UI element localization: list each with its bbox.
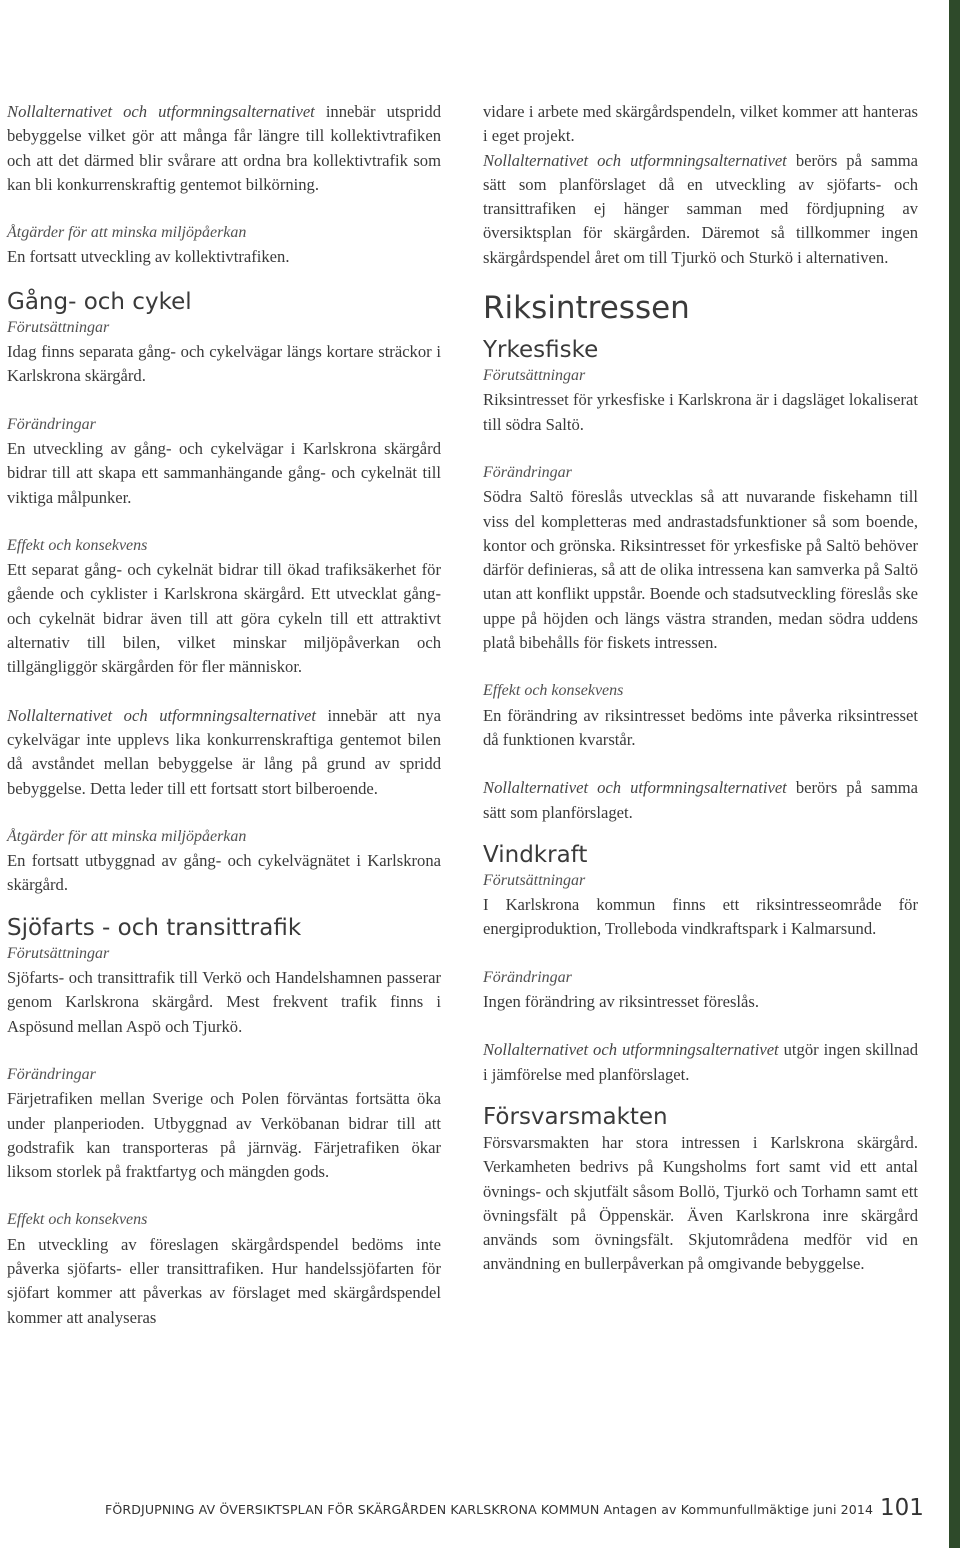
italic-term: Nollalternativet och utformningsalternativet xyxy=(7,705,316,725)
subheading: Åtgärder för att minska miljöpåerkan xyxy=(7,224,247,242)
left-column xyxy=(7,100,441,1330)
paragraph: En fortsatt utveckling av kollektivtrafiken. xyxy=(7,247,290,267)
paragraph-text: utgör ingen skillnad i jämförelse med planförslaget. xyxy=(483,1040,918,1084)
paragraph: Sjöfarts- och transittrafik till Verkö och Handelshamnen passerar genom Karlskrona skärgård. Mest frekvent trafik finns i Aspösund mellan Aspö och Tjurkö. xyxy=(7,968,441,1036)
section-heading: Sjöfarts - och transittrafik xyxy=(7,914,302,941)
italic-term: Nollalternativet och utformningsalternativet xyxy=(483,778,787,798)
italic-term: Nollalternativet och utformningsalternativet xyxy=(483,1040,779,1060)
paragraph: En utveckling av föreslagen skärgårdspendel bedöms inte påverka sjöfarts- eller transittrafiken. Hur handelssjöfarten för sjöfart kommer att påverkas av förslaget med skärgårdspendel kommer att analyseras xyxy=(7,1234,441,1327)
subheading: Effekt och konsekvens xyxy=(7,1211,148,1229)
paragraph: I Karlskrona kommun finns ett riksintresseområde för energiproduktion, Trolleboda vindkraftspark i Kalmarsund. xyxy=(483,895,918,939)
paragraph: Ett separat gång- och cykelnät bidrar till ökad trafiksäkerhet för gående och cyklister i Karlskrona skärgård. Ett utvecklat gång- och cykelnät bidrar även till att göra cykeln till ett attraktivt alternativ till bilen, vilket minskar miljöpåverkan och tillgängliggör skärgården för fler människor. xyxy=(7,560,441,677)
page-number: 101 xyxy=(880,1495,924,1521)
paragraph: Försvarsmakten har stora intressen i Karlskrona skärgård. Verkamheten bedrivs på Kungsholms fort samt vid ett antal övnings- och skjutfält såsom Bollö, Tjurkö och Torhamn samt ett övningsfält på Öppenskär. Även Karlskrona inre skärgård används som övningsfält. Skjutområdena medför vid en användning en bullerpåverkan på omgivande bebyggelse. xyxy=(483,1132,918,1274)
section-heading: Vindkraft xyxy=(483,841,588,868)
paragraph-text: innebär utspridd bebyggelse vilket gör att många får längre till kollektivtrafiken och att det därmed blir svårare att ordna bra kollektivtrafik som kan bli konkurrenskraftig gentemot bilkörning. xyxy=(7,102,441,194)
accent-side-bar xyxy=(949,0,960,1548)
paragraph: Södra Saltö föreslås utvecklas så att nuvarande fiskehamn till viss del kompletteras med andrastadsfunktioner så som boende, kontor och grönska. Riksintresset för yrkesfiske på Saltö behöver därför definieras, så att de olika intressena kan samverka på Saltö utan att konflikt uppstår. Boende och stadsutveckling föreslås ske uppe på höjden och längs västra stranden, medan södra uddens platå bibehålls för fiskets intressen. xyxy=(483,487,918,653)
paragraph: En utveckling av gång- och cykelvägar i Karlskrona skärgård bidrar till att skapa ett sammanhängande gång- och cykelnät till viktiga målpunker. xyxy=(7,438,441,507)
right-column xyxy=(483,100,918,1277)
section-heading: Gång- och cykel xyxy=(7,288,192,315)
paragraph xyxy=(7,704,441,801)
subheading: Åtgärder för att minska miljöpåerkan xyxy=(7,827,247,845)
subheading: Förändringar xyxy=(7,415,96,433)
subheading: Förutsättningar xyxy=(483,871,586,889)
subheading: Effekt och konsekvens xyxy=(7,536,148,554)
paragraph-text: berörs på samma sätt som planförslaget då en utveckling av sjöfarts- och transittrafiken ej hänger samman med fördjupning av översiktsplan för skärgården. Däremot så tillkommer ingen skärgårdspendel året om till Tjurkö och Sturkö i alternativen. xyxy=(483,150,918,267)
subheading: Förändringar xyxy=(483,463,572,481)
subheading: Förutsättningar xyxy=(483,367,586,385)
paragraph: En förändring av riksintresset bedöms inte påverka riksintresset då funktionen kvarstår. xyxy=(483,705,918,749)
section-heading: Yrkesfiske xyxy=(483,337,599,364)
paragraph-text: berörs på samma sätt som planförslaget. xyxy=(483,778,918,822)
footer-text: FÖRDJUPNING AV ÖVERSIKTSPLAN FÖR SKÄRGÅRDEN KARLSKRONA KOMMUN Antagen av Kommunfullmäktige juni 2014 xyxy=(105,1502,874,1517)
paragraph: Färjetrafiken mellan Sverige och Polen förväntas fortsätta öka under planperioden. Utbyggnad av Verköbanan bidrar till att godstrafik kan transporteras på järnväg. Färjetrafiken ökar liksom storlek på fraktfartyg och mängden gods. xyxy=(7,1089,441,1182)
paragraph-text: innebär att nya cykelvägar inte upplevs lika konkurrenskraftiga gentemot bilen då avståndet mellan bebyggelse är lång på grund av spridd bebyggelse. Detta leder till ett fortsatt stort bilberoende. xyxy=(7,705,442,798)
paragraph xyxy=(483,1038,918,1087)
chapter-heading: Riksintressen xyxy=(483,290,690,327)
subheading: Förändringar xyxy=(483,968,572,986)
italic-term: Nollalternativet och utformningsalternativet xyxy=(483,150,787,170)
paragraph: Riksintresset för yrkesfiske i Karlskrona är i dagsläget lokaliserat till södra Saltö. xyxy=(483,390,918,434)
paragraph xyxy=(483,149,918,270)
paragraph: En fortsatt utbyggnad av gång- och cykelvägnätet i Karlskrona skärgård. xyxy=(7,851,441,895)
subheading: Förutsättningar xyxy=(7,318,110,336)
italic-term: Nollalternativet och utformningsalternativet xyxy=(7,102,315,121)
paragraph xyxy=(7,100,441,197)
section-heading: Försvarsmakten xyxy=(483,1103,668,1130)
subheading: Förutsättningar xyxy=(7,944,110,962)
paragraph xyxy=(483,776,918,825)
subheading: Effekt och konsekvens xyxy=(483,682,624,700)
paragraph: vidare i arbete med skärgårdspendeln, vilket kommer att hanteras i eget projekt. xyxy=(483,102,918,146)
subheading: Förändringar xyxy=(7,1065,96,1083)
paragraph: Ingen förändring av riksintresset föreslås. xyxy=(483,992,760,1012)
paragraph: Idag finns separata gång- och cykelvägar längs kortare sträckor i Karlskrona skärgård. xyxy=(7,342,441,386)
